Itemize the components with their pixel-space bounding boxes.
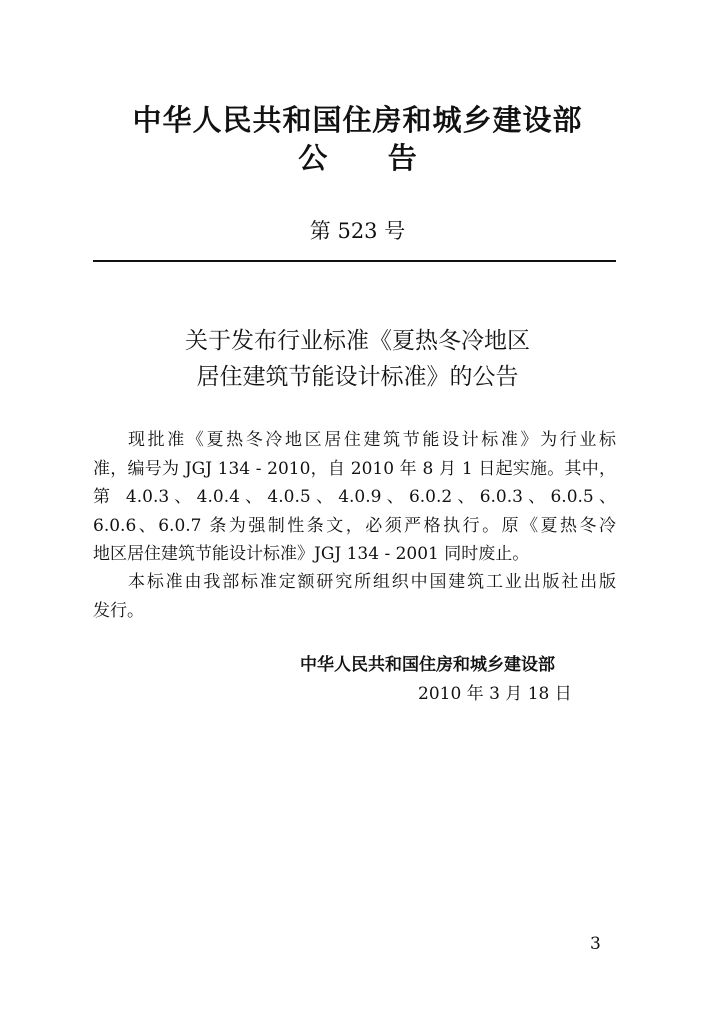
notice-subject: [0, 323, 715, 395]
ministry-title: 中华人民共和国住房和城乡建设部: [132, 103, 583, 137]
notice-number: 第 523 号: [309, 219, 406, 243]
signature-organization: 中华人民共和国住房和城乡建设部: [300, 655, 555, 675]
paragraph-line: 现批准《夏热冬冷地区居住建筑节能设计标准》为行业标: [128, 430, 616, 450]
paragraph-line: 本标准由我部标准定额研究所组织中国建筑工业出版社出版: [128, 572, 616, 592]
paragraph-line: 6.0.6、6.0.7 条为强制性条文，必须严格执行。原《夏热冬冷: [93, 515, 616, 536]
signature-date: 2010 年 3 月 18 日: [418, 684, 572, 704]
page-number: 3: [590, 934, 601, 954]
paragraph-line: 地区居住建筑节能设计标准》JGJ 134 - 2001 同时废止。: [93, 544, 530, 564]
header-divider: [93, 260, 616, 262]
subject-line-2: 居住建筑节能设计标准》的公告: [196, 364, 519, 390]
paragraph-line: 第 4.0.3、4.0.4、4.0.5、4.0.9、6.0.2、6.0.3、6.0.5、: [93, 487, 616, 507]
notice-heading: 公 告: [298, 141, 417, 175]
body-paragraph-1: [93, 426, 616, 569]
paragraph-line: 准，编号为 JGJ 134 - 2010，自 2010 年 8 月 1 日起实施。其中，: [93, 458, 616, 479]
subject-line-1: 关于发布行业标准《夏热冬冷地区: [185, 328, 530, 354]
paragraph-line: 发行。: [93, 600, 144, 621]
body-paragraph-2: [93, 568, 616, 625]
